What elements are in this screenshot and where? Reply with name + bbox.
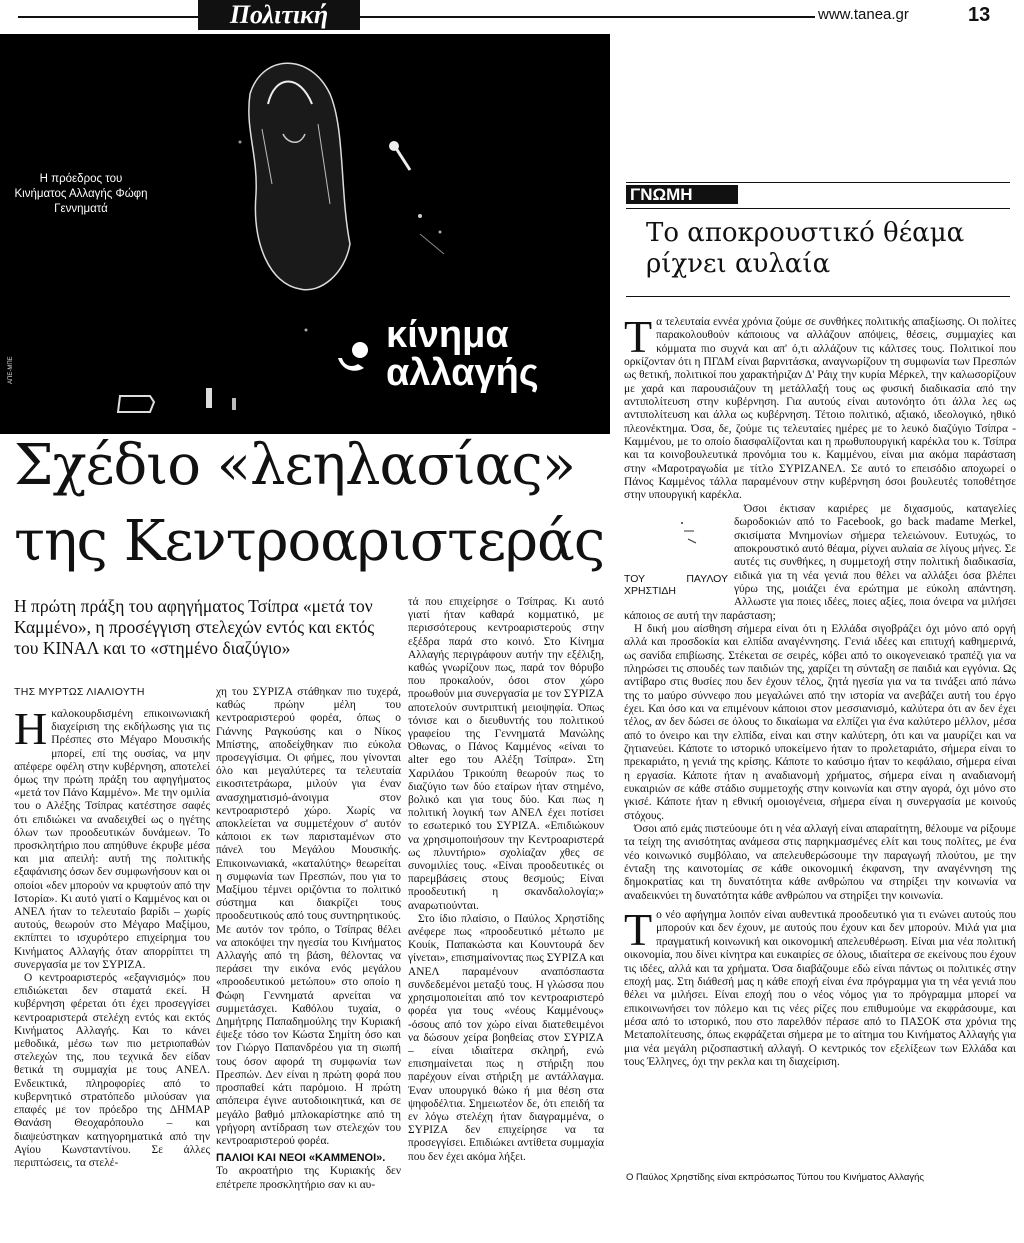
opinion-body <box>624 316 1016 1069</box>
header-rule-right <box>360 16 815 18</box>
article-column-2 <box>216 686 401 1192</box>
headline-line2: της Κεντροαριστεράς <box>14 509 605 574</box>
opinion-rule-2 <box>626 296 1010 297</box>
photo-credit: ΑΠΕ-ΜΠΕ <box>8 356 14 384</box>
opinion-headline: Το αποκρουστικό θέαμα ρίχνει αυλαία <box>646 218 965 279</box>
author-name: ΤΟΥ ΠΑΥΛΟΥ ΧΡΗΣΤΙΔΗ <box>624 572 728 597</box>
author-photo <box>624 507 724 573</box>
article-byline: ΤΗΣ ΜΥΡΤΩΣ ΛΙΑΛΙΟΥΤΗ <box>14 686 145 698</box>
opinion-rule <box>626 208 1010 209</box>
col2-paragraph-2: Το ακροατήριο της Κυριακής δεν επέτρεπε προσκλητήριο σαν κι αυ- <box>216 1165 401 1191</box>
site-url[interactable]: www.tanea.gr <box>818 6 909 23</box>
author-box <box>624 507 728 599</box>
opinion-rule-top <box>626 182 1010 183</box>
col1-paragraph-2: Ο κεντροαριστερός «εξαγνισμός» που επιδιώκεται δεν σταματά εκεί. Η κυβέρνηση φέρεται ότι έχει προσεγγίσει κεντροαριστερά στελέχη εντός και εκτός Κινήματος Αλλαγής. Και το κάνει μεθοδικά, μέσω των πιο μετριοπαθών στελεχών της, που τεχνικά δεν είδαν θετικά τη συμμαχία με τους ΑΝΕΛ. Ενδεικτικά, πληροφορίες από το κυβερνητικό στρατόπεδο μιλούσαν για επαφές με τον πρόεδρο της ΔΗΜΑΡ Θανάση Θεοχαρόπουλο – και διαψεύστηκαν κατηγορηματικά από την Αγίου Κωνσταντίνου. Σε άλλες περιπτώσεις, τα στελέ- <box>14 972 210 1169</box>
opinion-dropcap: Τ <box>624 316 653 362</box>
col3-paragraph-2: Στο ίδιο πλαίσιο, ο Παύλος Χρηστίδης ανέφερε πως «προοδευτικό μέτωπο με Κουίκ, Παπακώστα και Κουντουρά δεν γίνεται», επισημαίνοντας πως ΣΥΡΙΖΑ και ΑΝΕΛ παραμένουν αναπόσπαστα συνδεδεμένοι μεταξύ τους. Η γλώσσα που χρησιμοποιείται από τον κεντροαριστερό φορέα για τους «νέους Καμμένους» -όσους από τον χώρο είναι διατεθειμένοι να δώσουν χείρα βοηθείας στον ΣΥΡΙΖΑ – είναι ιδιαίτερα σκληρή, ενώ επισημαίνεται πως η στήριξη που παρέχουν είναι στήριξη με αντάλλαγμα. Έναν υπουργικό θώκο ή μια θέση στα ψηφοδέλτια. Σημειωτέον δε, ότι επειδή τα εν λόγω στελέχη ήταν διαγραμμένα, ο ΣΥΡΙΖΑ δεν επιχείρησε να τα προσεγγίσει. Επιδιώκει αντίθετα συμμαχία που δεν έχει ακόμα λήξει. <box>408 912 604 1163</box>
party-logo-icon <box>334 340 370 376</box>
header-rule-left <box>18 16 198 18</box>
opinion-footnote: Ο Παύλος Χρηστίδης είναι εκπρόσωπος Τύπου του Κινήματος Αλλαγής <box>626 1172 924 1183</box>
opinion-label: ΓΝΩΜΗ <box>626 185 738 204</box>
article-column-1 <box>14 708 210 1170</box>
article-column-3 <box>408 596 604 1164</box>
opinion-paragraph-1: α τελευταία εννέα χρόνια ζούμε σε συνθήκες πολιτικής απαξίωσης. Οι πολίτες παρακολουθούν κάποιους να αλλάζουν απόψεις, θέσεις, συμμαχίες και κόμματα πιο συχνά και απ' ό,τι αλλάζουν τις κάλτσες τους. Πολιτικοί που ορκίζονταν ότι η ΠΓΔΜ είναι βαρνιτάσκα, αναγνωρίζουν τη συμφωνία των Πρεσπών ως θετική, πολιτικοί που χαρακτήριζαν Δ' Ράιχ την κυρία Μέρκελ, την καλωσορίζουν με χαρά και παρουσιάζουν τη μετάλλαξή τους ως φυσική διαδικασία από την αντιπολίτευση στην κυβέρνηση. Για αυτούς είναι αυτονόητο ότι άλλα λες ως αντιπολίτευση και άλλα ως κυβέρνηση. Τέτοιο πολιτικό, αξιακό, ιδεολογικό, ηθικό πλεονέκτημα. Όσα, δε, ζούμε τις τελευταίες ημέρες με το λευκό διαζύγιο Τσίπρα - Καμμένου, με το οποίο διασφαλίζονται και η πρωθυπουργική καρέκλα του κ. Τσίπρα και τα κοινοβουλευτικά προνόμια του κ. Καμμένου, είναι μια ακόμα παράσταση στην «Μαροτραγωδία με τίτλο ΣΥΡΙΖΑΝΕΛ. Σε αυτό το επεισόδιο αποχωρεί ο Πάνος Καμμένος τάλλα παραμένουν στην κυβέρνηση όσοι βουλευτές τοποθέτησε στην υπουργική καρέκλα. <box>624 316 1016 502</box>
section-title: Πολιτική <box>198 0 360 30</box>
page-number: 13 <box>968 4 991 26</box>
author-portrait-image <box>624 507 724 573</box>
opinion-paragraph-5: ο νέο αφήγημα λοιπόν είναι αυθεντικά προοδευτικό για τι ενώνει αυτούς που μπορούν και δεν έχουν, με αυτούς που έχουν και δεν μπορούν. Μιλά για μια πραγματική κοινωνική και οικονομική απελευθέρωση. Είναι μια νέα πολιτική οικονομία, που δίνει κίνητρα και ευκαιρίες σε όλους, ιδιαίτερα σε εκείνους που έχουν τις ιδέες, αλλά και τα χρήματα. Όσα διαβάζουμε εδώ είναι πάντως οι πολιτικές στην εποχή μας. Στη διάθεσή μας η κάθε εποχή είναι ένα πρόγραμμα για τη νέα γενιά που θέλει να μιλήσει. Είναι εποχή που ο νέος νόμος για το πρόγραμμα μπορεί να επικοινωνήσει τον πόλεμο και τις νέες ρίζες που επιθυμούμε να εκφράσουμε, και μέσα από το ιστορικό, που στο παρελθόν πέρασε από το ΠΑΣΟΚ στα χρόνια της Μεταπολίτευσης, όπως εκφράζεται σήμερα με το αίτημα του Κινήματος Αλλαγής για μια νέα μεγάλη ριζοσπαστική αλλαγή. Ο κεντρικός τον εξελίξεων των Ελλάδα και τους Έλληνες, όχι την ρεκλα και τη διαχείριση. <box>624 909 1016 1068</box>
logo-text-line2: αλλαγής <box>386 352 539 394</box>
opinion-paragraph-2: Όσοι έκτισαν καριέρες με διχασμούς, καταγελίες δωροδοκιών από το Facebook, go back madame Merkel, σκισίματα Μνημονίων σήμερα τελειώνουν. Ευτυχώς, το αποκρουστικό αυτό θέαμα, ρίχνει αυλαία σε λίγους μήνες. Σε αυτές τις συνθήκες, η συμμετοχή στην πολιτική διαδικασία, ειδικά για τη νέα γενιά που θέλει να αλλάξει όσα βλέπει γύρω της, μοιάζει ένα ερώτημα με εύκολη απάντηση. Αλλωστε για ποιες ιδέες, ποιες αξίες, ποια όνειρα να μιλήσει κάποιος σε αυτή την παράσταση; <box>624 502 1016 622</box>
col2-paragraph-1: χη του ΣΥΡΙΖΑ στάθηκαν πιο τυχερά, καθώς πρώην μέλη του κεντροαριστερού φορέα, όπως ο Γιάννης Ραγκούσης και ο Νίκος Μπίστης, αποδείχθηκαν πιο εύκολα προσεγγίσιμα. Οι φήμες, που γίνονται όλο και μεγαλύτερες τα τελευταία εικοσιτετράωρα, μιλούν για έναν ανασχηματισμό-άνοιγμα στον κεντροαριστερό χώρο. Χωρίς να αποκλείεται να συμμετέχουν σ' αυτόν κάποιοι εκ των παρισταμένων στο πάνελ του Μεγάλου Μουσικής. Επικοινωνιακά, «καταλύτης» θεωρείται η συμφωνία των Πρεσπών, που για το Μαξίμου τέμνει οριζόντια το πολιτικό σύστημα και διακρίζει τους προοδευτικούς από τους συντηρητικούς. Με αυτόν τον τρόπο, ο Τσίπρας θέλει να αποκόψει την ηγεσία του Κινήματος Αλλαγής από τη βάση, θέλοντας να περάσει την εικόνα ενός μεγάλου «προοδευτικού μετώπου» στο οποίο η Φώφη Γεννηματά αρνείται να συμμετάσχει. Καθόλου τυχαία, ο Δημήτρης Παπαδημούλης την Κυριακή έψεξε τόσο τον Κώστα Σημίτη όσο και τον Γιώργο Παπανδρέου για τη σιωπή τους όσον αφορά τη συμφωνία των Πρεσπών. Δεν είναι η πρώτη φορά που προσπαθεί κάτι παρόμοιο. Η πρώτη απόπειρα έγινε αυτοδιοικητικά, και σε μεγάλο βαθμό μπλοκαρίστηκε από τη γρήγορη αντίδραση των στελεχών του κεντροαριστερού φορέα. <box>216 686 401 1147</box>
logo-text-line1: κίνημα <box>386 314 509 356</box>
headline-line1: Σχέδιο «λεηλασίας» <box>14 433 575 498</box>
photo-caption: Η πρόεδρος του Κινήματος Αλλαγής Φώφη Γεννηματά <box>14 173 148 215</box>
article-subtitle: Η πρώτη πράξη του αφηγήματος Τσίπρα «μετά τον Καμμένο», η προσέγγιση στελεχών εντός και εκτός του ΚΙΝΑΛ και το «στημένο διαζύγιο» <box>14 596 375 658</box>
col2-subhead: ΠΑΛΙΟΙ ΚΑΙ ΝΕΟΙ «ΚΑΜΜΕΝΟΙ». <box>216 1152 386 1165</box>
opinion-dropcap-2: Τ <box>624 904 653 956</box>
col1-paragraph-1: καλοκουρδισμένη επικοινωνιακή διαχείριση της εκδήλωσης για τις Πρέσπες στο Μέγαρο Μουσικής μπορεί, επί της ουσίας, να μην απέφερε οφέλη στην κυβέρνηση, αποτελεί όμως την πρώτη πράξη του αφηγήματος «μετά τον Πάνο Καμμένο». Με την ομιλία του ο Αλέξης Τσίπρας κατέστησε σαφές ότι επιδιώκει να αναδειχθεί ως ο ηγέτης όλων των προοδευτικών δυνάμεων. Το προσκλητήριο που απηύθυνε έκρυβε μέσα και μια απειλή: αυτή της πολιτικής εξαφάνισης όσων δεν συμφωνήσουν και οι οποίοι «δεν μπορούν να κρυφτούν από την Ιστορία». Κι αυτό γιατί ο Καμμένος και οι ΑΝΕΛ ήταν το τελευταίο βαρίδι – χωρίς αυτούς, θεωρούν στο Μέγαρο Μαξίμου, εκπίπτει το ισχυρότερο επιχείρημα του Κινήματος Αλλαγής όταν απορρίπτει τη συνεργασία με τον ΣΥΡΙΖΑ. <box>14 708 210 971</box>
col3-paragraph-1: τά που επιχείρησε ο Τσίπρας. Κι αυτό γιατί ήταν καθαρά κομματικό, με περισσότερους κεντροαριστερούς στην εξέδρα παρά στο κοινό. Στο Κίνημα Αλλαγής περιγράφουν αυτήν την εξέλιξη, καθώς γνωρίζουν πως, παρά τον θόρυβο που προκαλούν, όσοι στον χώρο προωθούν μια συνεργασία με τον ΣΥΡΙΖΑ αποτελούν συντριπτική μειοψηφία. Όπως τόνισε και ο διευθυντής του πολιτικού γραφείου της Γεννηματά Μανώλης Όθωνας, ο Πάνος Καμμένος «είναι το alter ego του Αλέξη Τσίπρα». Στη Χαριλάου Τρικούπη θεωρούν πως το διαζύγιο των δύο εταίρων ήταν στημένο, βολικό και για τους δύο. Και πως η πολιτική λογική των ΑΝΕΛ έχει ποτίσει το εσωτερικό του ΣΥΡΙΖΑ. «Επιδιώκουν να χρησιμοποιήσουν την Κεντροαριστερά ως πλυντήριο» σχολίαζαν χθες σε συνομιλίες τους. «Είναι προοδευτικές οι παρεμβάσεις στους θεσμούς; Είναι προοδευτική η σκανδαλολογία;» αναρωτιούνται. <box>408 596 604 912</box>
opinion-paragraph-3: Η δική μου αίσθηση σήμερα είναι ότι η Ελλάδα σιγοβράζει όχι μόνο από οργή αλλά και προσδοκία και ελπίδα αναγέννησης. Γενιά ιδέες και επιτυχή καθημερινά, ως σανίδα επιβίωσης. Στέκεται σε σειρές, κόβει από το οικογενειακό τραπέζι για να πληρώσει τις σπουδές των παιδιών της, χαρίζει τη σύνταξη σε παιδιά και εγγόνια. Ως αντίβαρο στις θυσίες που δεν έχουν τέλος, ζητά ηγεσία για να τα τινάξει από πάνω της το μαύρο σύννεφο που μεγαλώνει από την ιστορία να ανεβάζει αυτή του έργο έχει. Και όσο και να επιμένουν κάποιοι στον μεσσιανισμό, καλύτερα ότι αν δεν έχει τέλος, αν δεν δώσει σε όλους το δικαίωμα να ελπίζει για ένα καλύτερο μέλλον, μέσα από το όνειρο και την ελπίδα, είναι και στην καλύτερη, ότι και να μαυρίζει και να ζητιανεύει. Κάποτε το ιστορικό υποκείμενο ήταν το προλεταριάτο, σήμερα είναι το πρεκαριάτο, η γενιά της κρίσης. Κάποτε το καύσιμο ήταν το κεφάλαιο, σήμερα είναι η εργασία. Κάποτε ήταν η αναδιανομή χρήματος, σήμερα είναι η αναδιανομή ευκαιριών σε κάθε στάδιο συμμετοχής στην κοινωνία και στην αγορά, όχι μόνο στο γκισέ. Κάποτε ήταν η εθνική ομοιογένεια, σήμερα είναι η συνεργασία με κοινούς στόχους. <box>624 622 1016 822</box>
opinion-paragraph-4: Όσοι από εμάς πιστεύουμε ότι η νέα αλλαγή είναι απαραίτητη, θέλουμε να ρίξουμε τα τείχη της ανισότητας ανάμεσα στις παρηκμασμένες ελίτ και τους πολίτες, με ένα νέο κοινωνικό συμβόλαιο, να απελευθερώσουμε την παραγωγή πλούτου, με την ένταξη της καινοτομίας σε κάθε οικονομική έκφανση, την αναγέννηση της δημοκρατίας και τη δυνατότητα κάθε ανθρώπου να στηρίξει την κοινωνία να αναδεικνύει τη δυνατότητα κάθε ανθρώπου να στηρίξει την κοινωνία. <box>624 823 1016 902</box>
dropcap: Η <box>14 708 48 754</box>
